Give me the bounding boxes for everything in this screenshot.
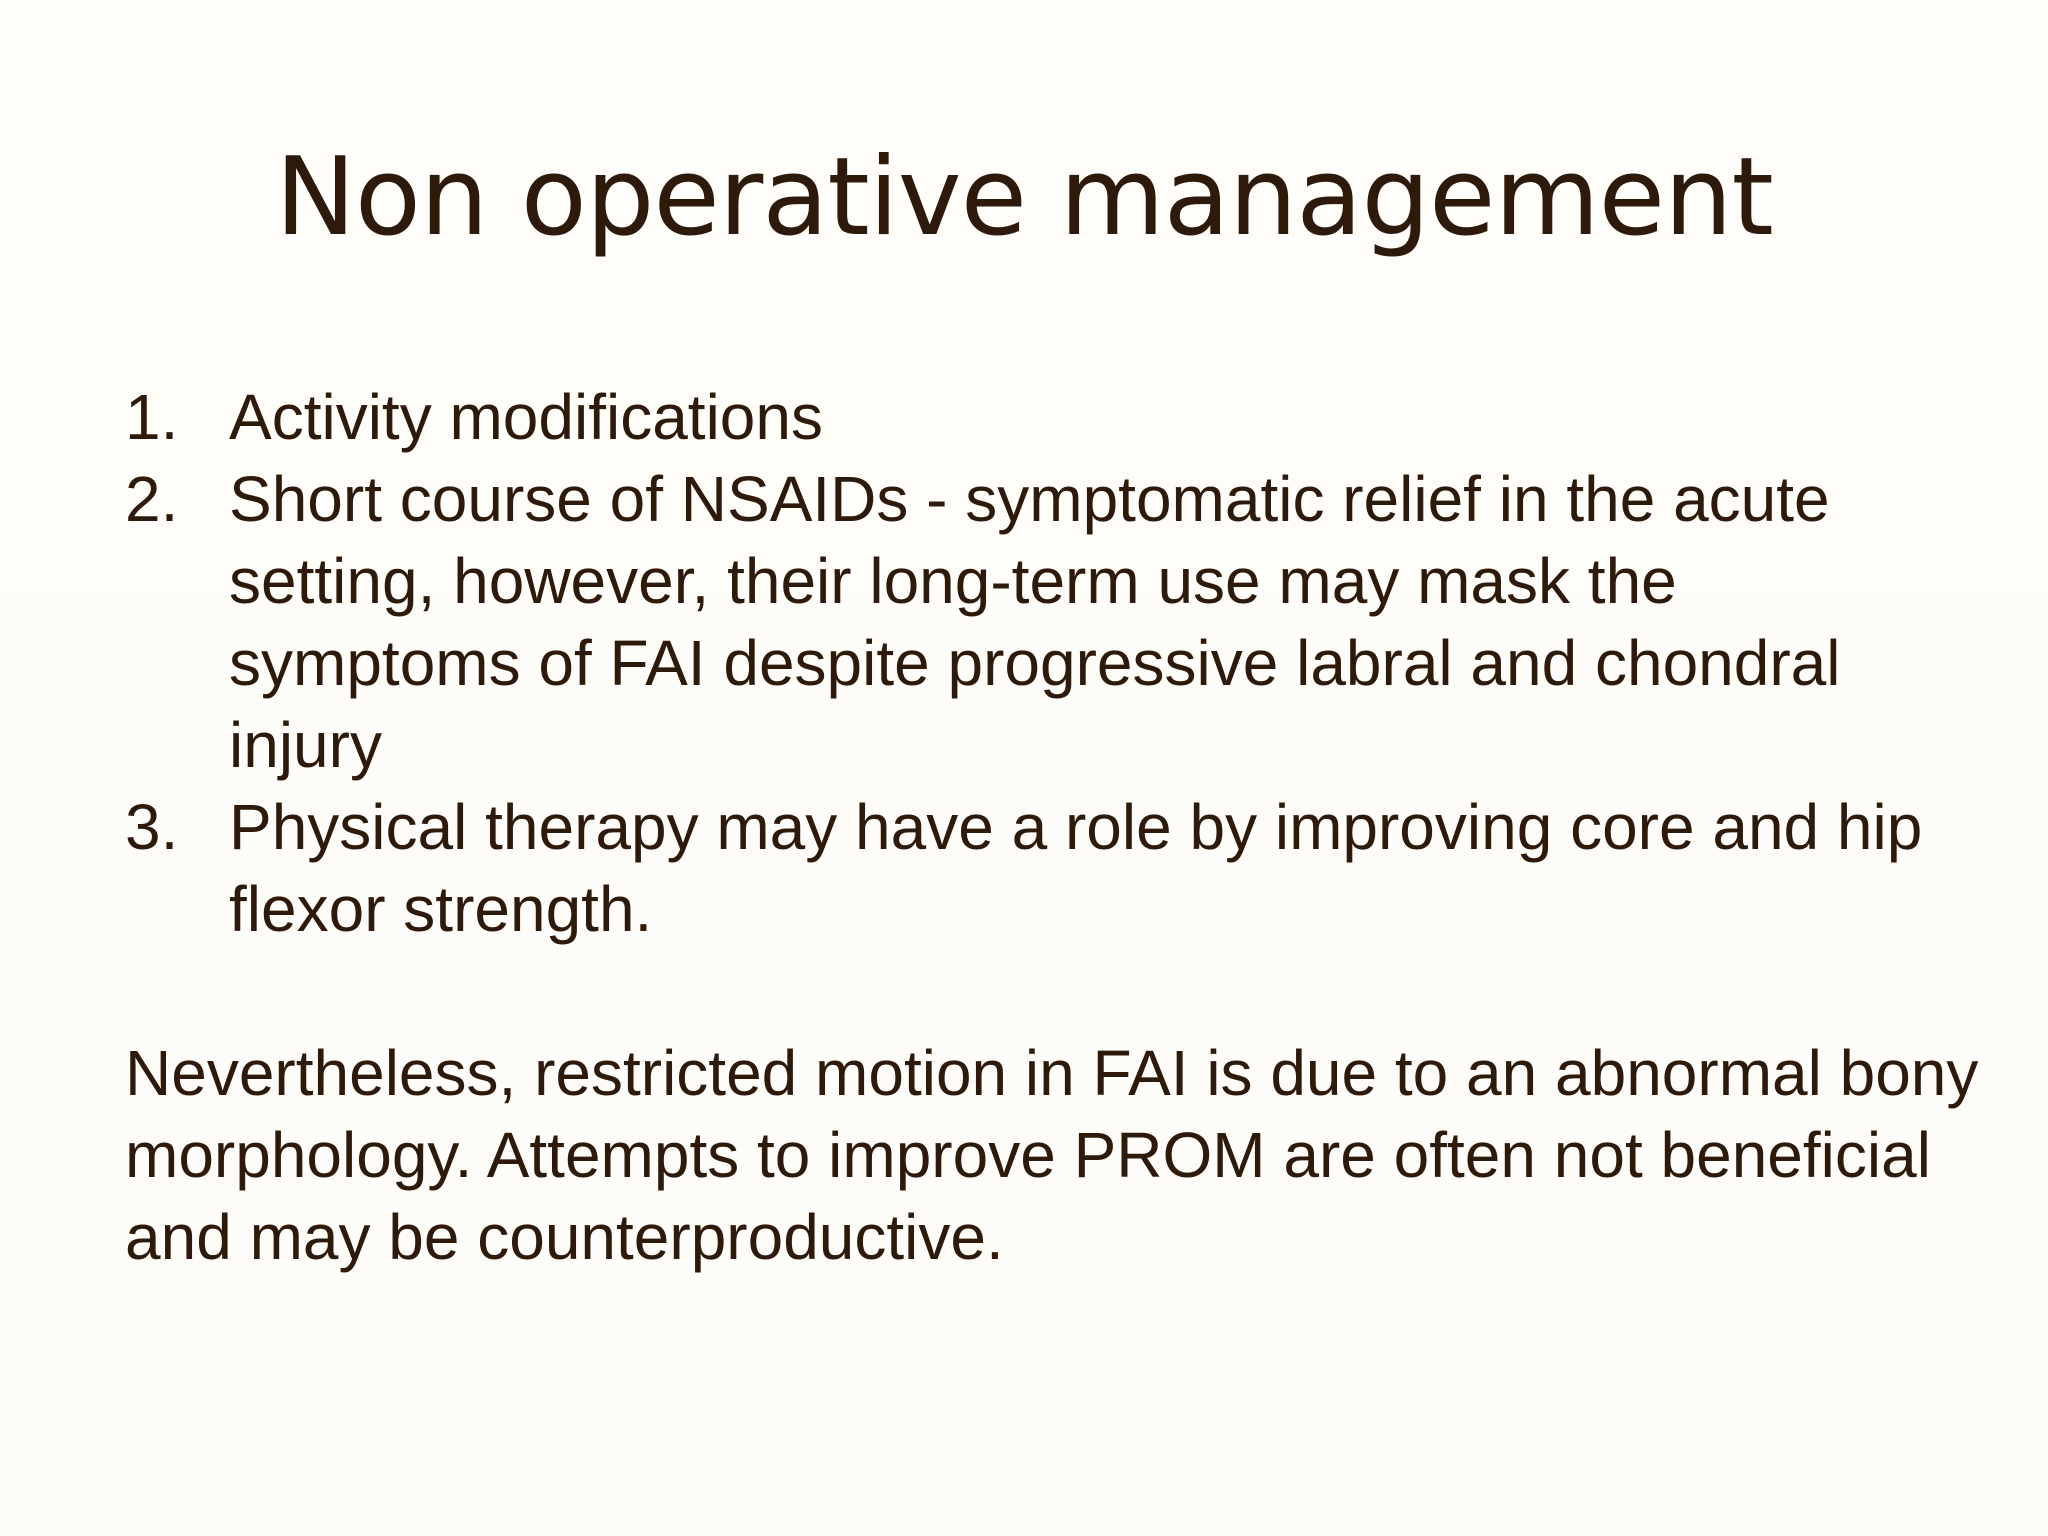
list-item-physical-therapy	[125, 786, 1985, 950]
list-item-text: Physical therapy may have a role by improving core and hip flexor strength.	[229, 791, 1923, 945]
list-item-text: Activity modifications	[229, 381, 823, 453]
slide-title: Non operative management	[275, 135, 1773, 260]
closing-paragraph: Nevertheless, restricted motion in FAI is due to an abnormal bony morphology. Attempts to improve PROM are often not beneficial and may be counterproductive.	[125, 1037, 1979, 1273]
slide-content	[125, 376, 1985, 1278]
list-item-activity-modifications	[125, 376, 1985, 458]
list-number: 3.	[125, 791, 179, 863]
numbered-list	[125, 376, 1985, 950]
list-item-nsaids	[125, 458, 1985, 786]
list-number: 2.	[125, 463, 179, 535]
list-item-text: Short course of NSAIDs - symptomatic relief in the acute setting, however, their long-term use may mask the symptoms of FAI despite progressive labral and chondral injury	[229, 463, 1841, 781]
list-number: 1.	[125, 381, 179, 453]
